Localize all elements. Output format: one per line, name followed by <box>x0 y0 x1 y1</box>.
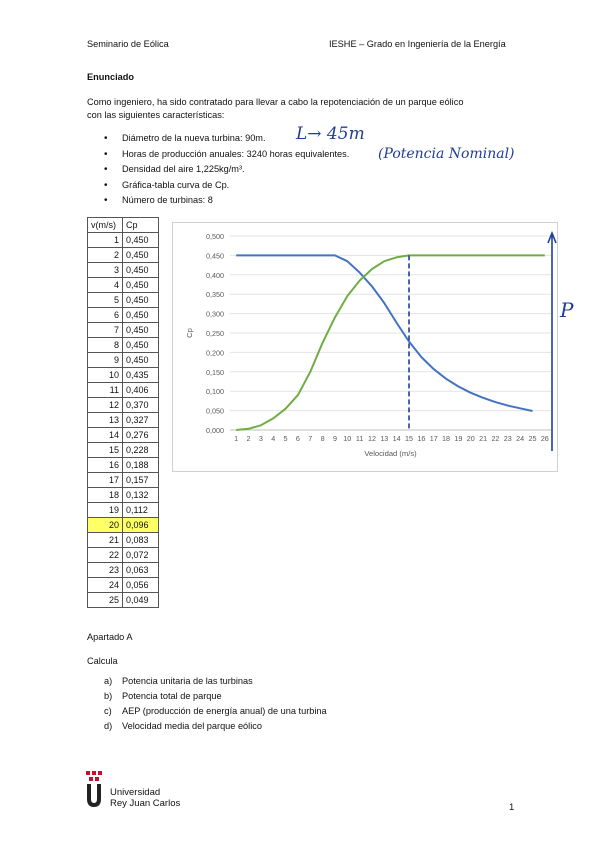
table-cell-velocity: 8 <box>88 338 123 353</box>
table-header-v: v(m/s) <box>88 218 123 233</box>
table-cell-cp: 0,450 <box>123 263 159 278</box>
table-row <box>88 413 159 428</box>
table-cell-cp: 0,132 <box>123 488 159 503</box>
y-tick-label: 0,350 <box>206 290 224 300</box>
question-a: a) Potencia unitaria de las turbinas <box>104 676 253 686</box>
table-cell-cp: 0,406 <box>123 383 159 398</box>
table-row <box>88 563 159 578</box>
bullet-turbines: • Número de turbinas: 8 <box>87 193 349 209</box>
cp-chart-svg <box>173 223 557 471</box>
x-tick-label: 3 <box>258 434 263 443</box>
y-tick-label: 0,000 <box>206 426 224 435</box>
table-cell-cp: 0,450 <box>123 278 159 293</box>
x-tick-label: 17 <box>429 434 438 443</box>
cp-chart <box>172 222 558 472</box>
table-row <box>88 518 159 533</box>
logo-line-2: Rey Juan Carlos <box>110 798 181 809</box>
table-row <box>88 458 159 473</box>
handwritten-p-mark: P <box>560 298 574 322</box>
table-cell-cp: 0,450 <box>123 308 159 323</box>
x-tick-label: 11 <box>355 434 364 443</box>
table-cell-cp: 0,049 <box>123 593 159 608</box>
x-tick-label: 1 <box>234 434 239 443</box>
logo-line-1: Universidad <box>110 787 161 798</box>
table-cell-velocity: 17 <box>88 473 123 488</box>
table-cell-cp: 0,327 <box>123 413 159 428</box>
table-cell-velocity: 23 <box>88 563 123 578</box>
table-cell-cp: 0,063 <box>123 563 159 578</box>
enunciado-title: Enunciado <box>87 72 134 82</box>
x-tick-label: 5 <box>283 434 288 443</box>
table-cell-velocity: 18 <box>88 488 123 503</box>
table-header-row <box>88 218 159 233</box>
calcula-label: Calcula <box>87 656 118 666</box>
table-row <box>88 533 159 548</box>
bullet-density: • Densidad del aire 1,225kg/m³. <box>87 162 349 178</box>
x-tick-label: 19 <box>454 434 463 443</box>
table-cell-cp: 0,228 <box>123 443 159 458</box>
table-row <box>88 428 159 443</box>
table-cell-velocity: 2 <box>88 248 123 263</box>
bullet-diameter: • Diámetro de la nueva turbina: 90m. <box>87 131 349 147</box>
table-row <box>88 383 159 398</box>
table-cell-velocity: 14 <box>88 428 123 443</box>
questions-list <box>87 674 327 734</box>
table-cell-cp: 0,435 <box>123 368 159 383</box>
table-row <box>88 593 159 608</box>
table-cell-velocity: 12 <box>88 398 123 413</box>
urjc-emblem-icon <box>86 771 102 809</box>
x-tick-label: 14 <box>392 434 401 443</box>
x-tick-label: 4 <box>271 434 276 443</box>
table-cell-velocity: 3 <box>88 263 123 278</box>
table-cell-velocity: 25 <box>88 593 123 608</box>
x-tick-label: 24 <box>516 434 525 443</box>
x-tick-label: 12 <box>367 434 376 443</box>
y-tick-label: 0,250 <box>206 329 224 338</box>
x-tick-label: 23 <box>503 434 512 443</box>
question-c: c) AEP (producción de energía anual) de una turbina <box>104 706 327 716</box>
table-row <box>88 323 159 338</box>
table-row <box>88 248 159 263</box>
table-row <box>88 368 159 383</box>
table-cell-velocity: 20 <box>88 518 123 533</box>
x-tick-label: 7 <box>308 434 313 443</box>
table-cell-cp: 0,450 <box>123 293 159 308</box>
table-cell-cp: 0,072 <box>123 548 159 563</box>
table-cell-velocity: 4 <box>88 278 123 293</box>
y-tick-label: 0,300 <box>206 309 224 319</box>
y-tick-label: 0,200 <box>206 348 224 358</box>
university-logo <box>86 771 102 809</box>
table-cell-velocity: 6 <box>88 308 123 323</box>
table-cell-cp: 0,276 <box>123 428 159 443</box>
table-cell-cp: 0,450 <box>123 248 159 263</box>
table-cell-cp: 0,083 <box>123 533 159 548</box>
x-tick-label: 22 <box>491 434 500 443</box>
table-row <box>88 503 159 518</box>
table-cell-velocity: 1 <box>88 233 123 248</box>
table-row <box>88 263 159 278</box>
handwritten-nominal-note: (Potencia Nominal) <box>378 146 515 162</box>
table-row <box>88 308 159 323</box>
x-tick-label: 8 <box>320 434 325 443</box>
x-tick-label: 15 <box>405 434 414 443</box>
y-tick-label: 0,150 <box>206 367 224 377</box>
question-d: d) Velocidad media del parque eólico <box>104 721 262 731</box>
table-cell-velocity: 15 <box>88 443 123 458</box>
x-tick-label: 2 <box>246 434 251 443</box>
table-cell-cp: 0,450 <box>123 233 159 248</box>
table-cell-velocity: 9 <box>88 353 123 368</box>
x-axis-label: Velocidad (m/s) <box>364 449 417 458</box>
table-cell-velocity: 10 <box>88 368 123 383</box>
x-tick-label: 9 <box>332 434 337 443</box>
table-cell-cp: 0,096 <box>123 518 159 533</box>
y-tick-label: 0,500 <box>206 232 224 241</box>
table-cell-velocity: 5 <box>88 293 123 308</box>
table-cell-cp: 0,112 <box>123 503 159 518</box>
table-row <box>88 398 159 413</box>
table-cell-cp: 0,056 <box>123 578 159 593</box>
header-left: Seminario de Eólica <box>87 39 169 49</box>
x-tick-label: 25 <box>528 434 537 443</box>
bullet-cp-curve: • Gráfica-tabla curva de Cp. <box>87 178 349 194</box>
table-row <box>88 443 159 458</box>
y-tick-label: 0,400 <box>206 270 224 280</box>
table-row <box>88 233 159 248</box>
table-cell-velocity: 24 <box>88 578 123 593</box>
intro-line-2: con las siguientes características: <box>87 110 225 120</box>
table-cell-cp: 0,157 <box>123 473 159 488</box>
section-a-title: Apartado A <box>87 632 133 642</box>
table-cell-cp: 0,450 <box>123 353 159 368</box>
table-row <box>88 578 159 593</box>
bullet-hours: • Horas de producción anuales: 3240 horas equivalentes. <box>87 147 349 163</box>
header-right: IESHE – Grado en Ingeniería de la Energía <box>329 39 506 49</box>
question-b: b) Potencia total de parque <box>104 691 222 701</box>
handwritten-radius-note: L→ 45m <box>296 124 365 144</box>
table-row <box>88 353 159 368</box>
table-cell-cp: 0,450 <box>123 323 159 338</box>
cp-table <box>87 217 159 608</box>
table-row <box>88 473 159 488</box>
table-cell-velocity: 13 <box>88 413 123 428</box>
x-tick-label: 18 <box>442 434 451 443</box>
page-number: 1 <box>509 802 515 813</box>
intro-line-1: Como ingeniero, ha sido contratado para llevar a cabo la repotenciación de un parque eólico <box>87 97 464 107</box>
table-row <box>88 293 159 308</box>
table-row <box>88 548 159 563</box>
table-cell-velocity: 7 <box>88 323 123 338</box>
table-cell-velocity: 22 <box>88 548 123 563</box>
table-cell-velocity: 16 <box>88 458 123 473</box>
x-tick-label: 26 <box>540 434 549 443</box>
y-axis-label: Cp <box>185 328 194 338</box>
table-row <box>88 338 159 353</box>
table-cell-velocity: 21 <box>88 533 123 548</box>
x-tick-label: 16 <box>417 434 426 443</box>
y-tick-label: 0,450 <box>206 251 224 261</box>
y-tick-label: 0,100 <box>206 387 224 397</box>
table-cell-cp: 0,188 <box>123 458 159 473</box>
table-cell-cp: 0,370 <box>123 398 159 413</box>
y-tick-label: 0,050 <box>206 406 224 416</box>
x-tick-label: 13 <box>380 434 389 443</box>
table-cell-cp: 0,450 <box>123 338 159 353</box>
table-header-cp: Cp <box>123 218 159 233</box>
table-row <box>88 278 159 293</box>
x-tick-label: 20 <box>466 434 475 443</box>
table-cell-velocity: 19 <box>88 503 123 518</box>
table-row <box>88 488 159 503</box>
x-tick-label: 21 <box>479 434 488 443</box>
x-tick-label: 10 <box>343 434 352 443</box>
table-cell-velocity: 11 <box>88 383 123 398</box>
x-tick-label: 6 <box>295 434 300 443</box>
